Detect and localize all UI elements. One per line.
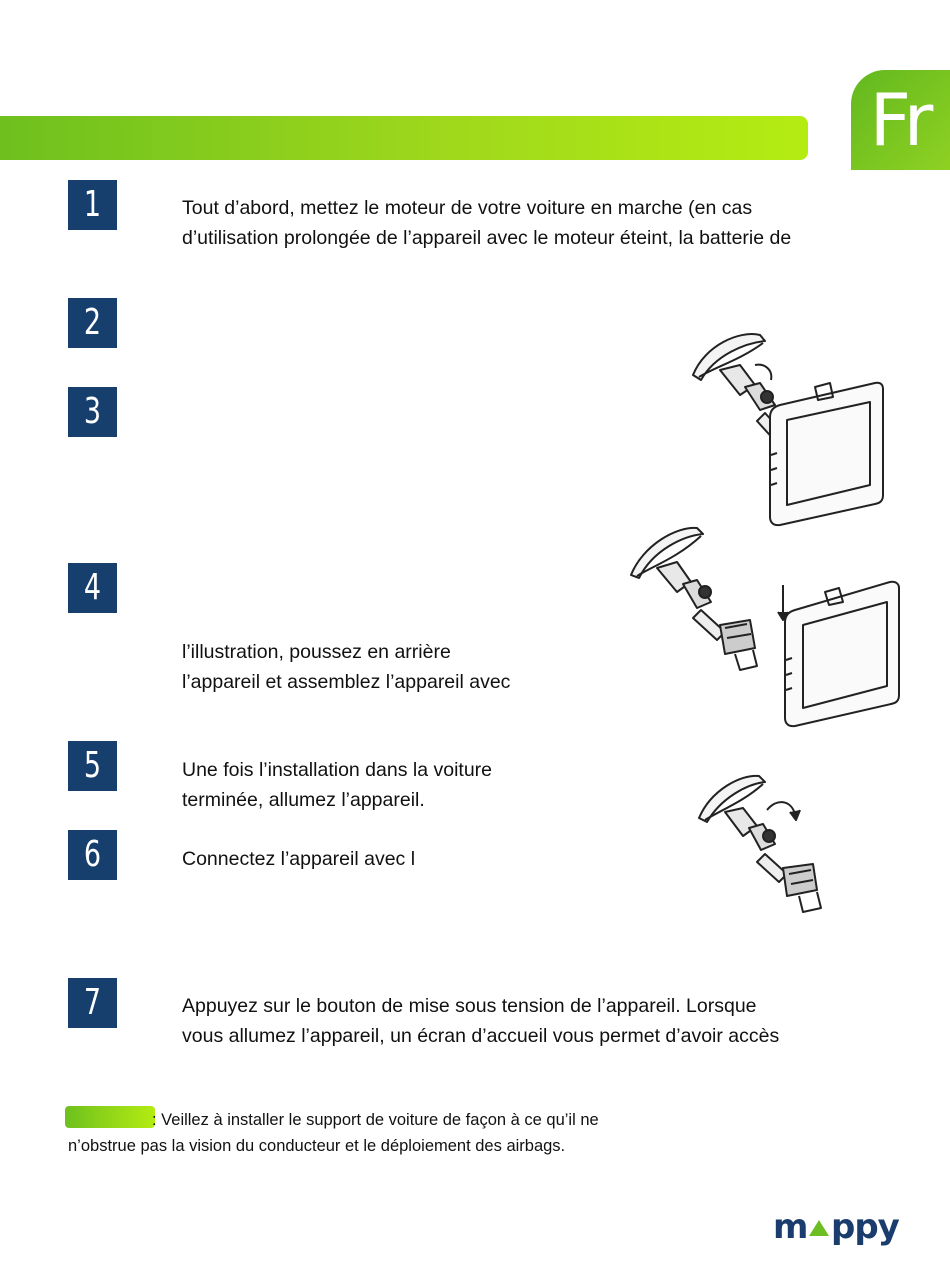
step-5-text (182, 756, 492, 815)
step-number-4: 4 (68, 563, 117, 613)
step-1-text (182, 194, 791, 253)
note-line-1: : Veillez à installer le support de voiture de façon à ce qu’il ne (152, 1111, 599, 1129)
step-number-7: 7 (68, 978, 117, 1028)
step-6-text (182, 845, 415, 875)
step-number-1: 1 (68, 180, 117, 230)
step-number-3: 3 (68, 387, 117, 437)
svg-text:ppy: ppy (831, 1208, 899, 1247)
step-number-6: 6 (68, 830, 117, 880)
step-4-line-2: l’appareil et assemblez l’appareil avec (182, 670, 511, 693)
step-6-line-1: Connectez l’appareil avec l (182, 848, 416, 870)
note-line-2: n’obstrue pas la vision du conducteur et le déploiement des airbags. (68, 1137, 566, 1155)
step-5-line-2: terminée, allumez l’appareil. (182, 788, 425, 811)
gps-mounted-illustration (685, 325, 890, 530)
step-number-5: 5 (68, 741, 117, 791)
step-number-2: 2 (68, 298, 117, 348)
svg-text:m: m (773, 1208, 808, 1247)
step-4-text (182, 638, 510, 697)
language-tab: Fr (851, 70, 950, 170)
step-7-line-1: Appuyez sur le bouton de mise sous tension de l’appareil. Lorsque (182, 995, 757, 1017)
step-1-line-2: d’utilisation prolongée de l’appareil avec le moteur éteint, la batterie de (182, 226, 792, 249)
step-7-text (182, 992, 779, 1051)
step-4-line-1: l’illustration, poussez en arrière (182, 641, 451, 663)
note-text (68, 1107, 599, 1159)
step-7-line-2: vous allumez l’appareil, un écran d’accueil vous permet d’avoir accès (182, 1024, 780, 1047)
mount-rotation-illustration (695, 770, 840, 925)
mappy-logo (773, 1208, 913, 1250)
header-green-bar (0, 116, 808, 160)
gps-assembly-illustration (625, 520, 905, 730)
step-5-line-1: Une fois l’installation dans la voiture (182, 759, 493, 781)
step-1-line-1: Tout d’abord, mettez le moteur de votre voiture en marche (en cas (182, 197, 753, 219)
